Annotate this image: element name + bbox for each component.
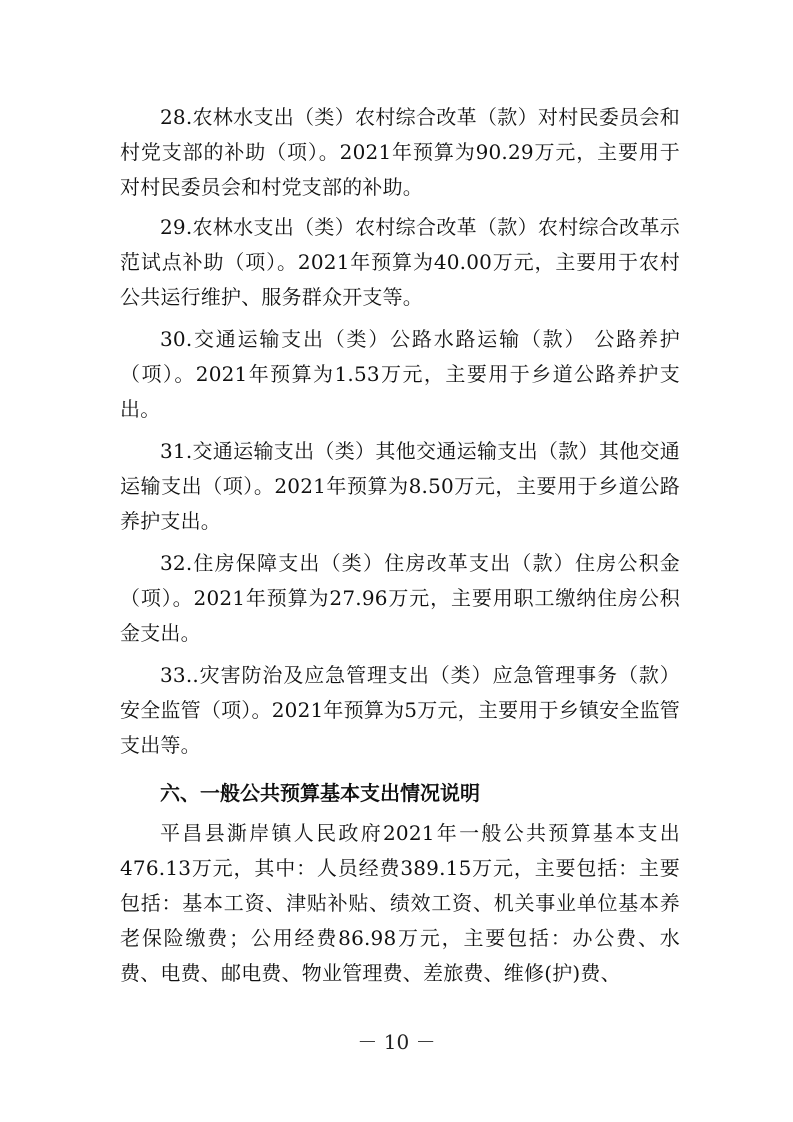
paragraph-item-28: 28.农林水支出（类）农村综合改革（款）对村民委员会和村党支部的补助（项）。2021年预算为90.29万元，主要用于对村民委员会和村党支部的补助。 (120, 105, 680, 199)
section-heading: 六、一般公共预算基本支出情况说明 (160, 781, 480, 805)
paragraph-item-33: 33..灾害防治及应急管理支出（类）应急管理事务（款）安全监管（项）。2021年预算为5万元，主要用于乡镇安全监管支出等。 (120, 663, 680, 757)
paragraph-item-31: 31.交通运输支出（类）其他交通运输支出（款）其他交通运输支出（项）。2021年预算为8.50万元，主要用于乡道公路养护支出。 (120, 439, 680, 533)
paragraph-item-32: 32.住房保障支出（类）住房改革支出（款）住房公积金（项）。2021年预算为27.96万元，主要用职工缴纳住房公积金支出。 (120, 551, 680, 645)
page-number: － 10 － (357, 1030, 436, 1054)
section-paragraph: 平昌县澌岸镇人民政府2021年一般公共预算基本支出476.13万元，其中：人员经费389.15万元，主要包括：主要包括：基本工资、津贴补贴、绩效工资、机关事业单位基本养老保险缴费；公用经费86.98万元，主要包括：办公费、水费、电费、邮电费、物业管理费、差旅费、维修(护)费、 (120, 821, 680, 985)
paragraph-item-29: 29.农林水支出（类）农村综合改革（款）农村综合改革示范试点补助（项）。2021年预算为40.00万元，主要用于农村公共运行维护、服务群众开支等。 (120, 215, 680, 309)
paragraph-item-30: 30.交通运输支出（类）公路水路运输（款） 公路养护（项）。2021年预算为1.53万元，主要用于乡道公路养护支出。 (120, 327, 680, 421)
